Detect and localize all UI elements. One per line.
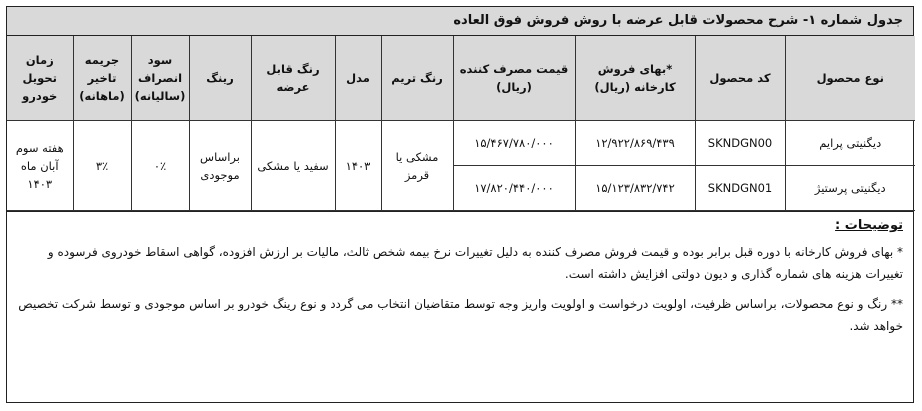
header-model: مدل (335, 36, 381, 121)
cell-model: ۱۴۰۳ (335, 121, 381, 211)
table-row (7, 121, 915, 166)
cell-delay-penalty: ۳٪ (73, 121, 131, 211)
header-delivery-time: زمان تحویل خودرو (7, 36, 73, 121)
cell-product-code: SKNDGN00 (695, 121, 785, 166)
note-2: ** رنگ و نوع محصولات، براساس ظرفیت، اولویت درخواست و اولویت واریز وجه توسط متقاضیان انتخاب می گردد و نوع رینگ خودرو بر اساس موجودی و توسط شرکت تخصیص خواهد شد. (18, 297, 903, 333)
notes-section (7, 211, 913, 337)
cell-consumer-price: ۱۵/۴۶۷/۷۸۰/۰۰۰ (453, 121, 575, 166)
header-product-type: نوع محصول (785, 36, 915, 121)
header-body-color: رنگ قابل عرضه (251, 36, 335, 121)
cell-factory-price: ۱۲/۹۲۲/۸۶۹/۴۳۹ (575, 121, 695, 166)
cell-trim-color: مشکی یا قرمز (381, 121, 453, 211)
cell-factory-price: ۱۵/۱۲۳/۸۳۲/۷۴۲ (575, 166, 695, 211)
header-consumer-price: قیمت مصرف کننده (ریال) (453, 36, 575, 121)
cell-product-type: دیگنیتی پرایم (785, 121, 915, 166)
sales-table-document (6, 6, 914, 403)
cell-ring: براساس موجودی (189, 121, 251, 211)
table-header-row (7, 36, 915, 121)
document-title: جدول شماره ۱- شرح محصولات قابل عرضه با روش فروش فوق العاده (7, 7, 913, 36)
cell-cancel-interest: ۰٪ (131, 121, 189, 211)
header-trim-color: رنگ تریم (381, 36, 453, 121)
header-ring: رینگ (189, 36, 251, 121)
cell-consumer-price: ۱۷/۸۲۰/۴۴۰/۰۰۰ (453, 166, 575, 211)
cell-product-type: دیگنیتی پرستیژ (785, 166, 915, 211)
note-1: * بهای فروش کارخانه با دوره قبل برابر بوده و قیمت فروش مصرف کننده به دلیل تغییرات نرخ بیمه شخص ثالث، مالیات بر ارزش افزوده، گواهی اسقاط خودروی فرسوده و تغییرات هزینه های شماره گذاری و دیون دولتی افزایش داشته است. (47, 245, 903, 281)
header-delay-penalty: جریمه تاخیر (ماهانه) (73, 36, 131, 121)
notes-heading: توضیحات : (835, 218, 903, 233)
cell-product-code: SKNDGN01 (695, 166, 785, 211)
cell-body-color: سفید یا مشکی (251, 121, 335, 211)
header-cancel-interest: سود انصراف (سالیانه) (131, 36, 189, 121)
cell-delivery-time: هفته سوم آبان ماه ۱۴۰۳ (7, 121, 73, 211)
header-product-code: کد محصول (695, 36, 785, 121)
header-factory-price: *بهای فروش کارخانه (ریال) (575, 36, 695, 121)
products-table (7, 36, 915, 211)
